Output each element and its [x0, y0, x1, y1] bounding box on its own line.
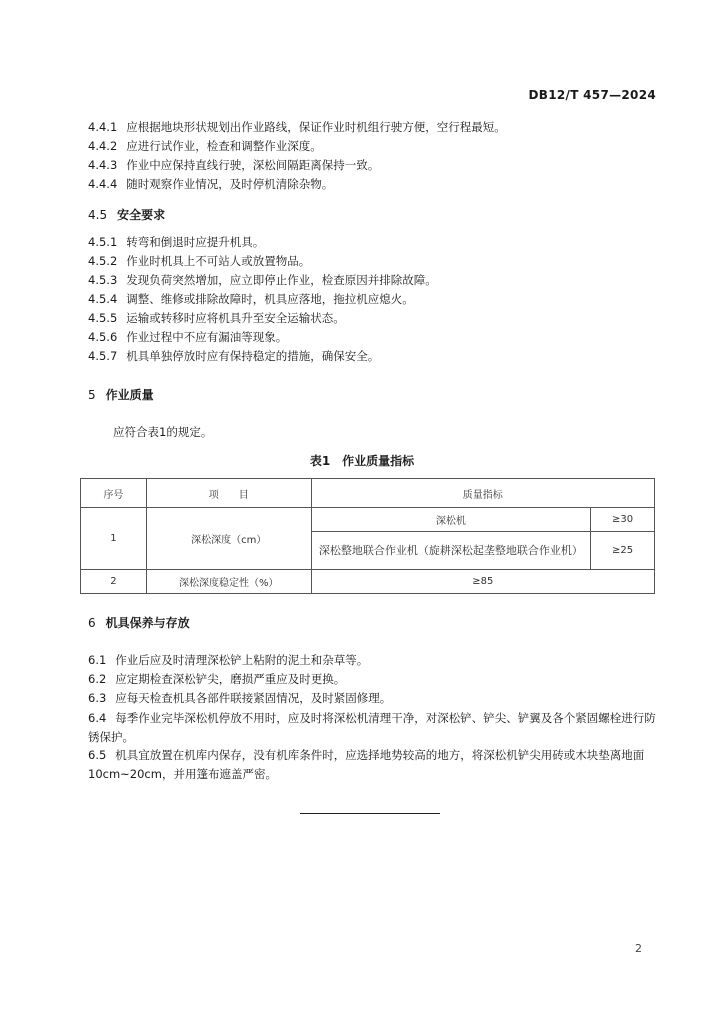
clause-text: 机具宜放置在机库内保存，没有机库条件时，应选择地势较高的地方，将深松机铲尖用砖或木块垫离地面10cm~20cm，并用篷布遮盖严密。: [88, 748, 645, 781]
index-value: ≥25: [591, 532, 655, 570]
index-value: ≥85: [311, 570, 654, 594]
clause-6-2: [88, 671, 345, 687]
clause-4-5-5: [88, 310, 345, 326]
section-title: 机具保养与存放: [105, 616, 190, 630]
clause-6-4: [88, 709, 660, 747]
row-seq: 2: [81, 570, 147, 594]
clause-text: 应定期检查深松铲尖，磨损严重应及时更换。: [115, 672, 346, 686]
header-seq: 序号: [81, 479, 147, 508]
clause-number: 6.3: [88, 691, 107, 705]
section-number: 4.5: [88, 208, 108, 222]
clause-number: 6.4: [88, 711, 107, 725]
clause-number: 4.5.1: [88, 235, 118, 249]
clause-text: 作业时机具上不可站人或放置物品。: [126, 254, 311, 268]
clause-number: 6.5: [88, 748, 107, 762]
standard-code: DB12/T 457—2024: [528, 88, 656, 102]
clause-4-5-7: [88, 348, 379, 364]
row-seq: 1: [81, 508, 147, 570]
clause-4-5-4: [88, 291, 414, 307]
section-title: 安全要求: [117, 208, 166, 222]
clause-number: 6.1: [88, 653, 107, 667]
clause-text: 应每天检查机具各部件联接紧固情况，及时紧固修理。: [115, 691, 392, 705]
row-item: 深松深度稳定性（%）: [146, 570, 311, 594]
clause-4-4-4: [88, 176, 333, 192]
clause-text: 应根据地块形状规划出作业路线，保证作业时机组行驶方便，空行程最短。: [126, 120, 506, 134]
section-number: 6: [88, 616, 96, 630]
clause-4-5-6: [88, 329, 287, 345]
end-divider: [300, 813, 440, 814]
clause-text: 运输或转移时应将机具升至安全运输状态。: [126, 311, 345, 325]
clause-text: 应进行试作业，检查和调整作业深度。: [126, 139, 322, 153]
machine-type: 深松机: [311, 508, 590, 532]
table-row: [81, 570, 655, 594]
section-number: 5: [88, 388, 96, 402]
clause-number: 4.4.3: [88, 158, 118, 172]
machine-type: 深松整地联合作业机（旋耕深松起垄整地联合作业机）: [311, 532, 590, 570]
section-heading-4-5: [88, 206, 165, 223]
quality-index-table: [80, 478, 655, 594]
clause-4-5-2: [88, 253, 310, 269]
clause-text: 每季作业完毕深松机停放不用时，应及时将深松机清理干净，对深松铲、铲尖、铲翼及各个紧固螺栓进行防锈保护。: [88, 711, 656, 744]
clause-number: 4.5.3: [88, 273, 118, 287]
clause-number: 4.5.7: [88, 349, 118, 363]
clause-text: 机具单独停放时应有保持稳定的措施，确保安全。: [126, 349, 380, 363]
clause-text: 转弯和倒退时应提升机具。: [126, 235, 265, 249]
clause-number: 4.5.5: [88, 311, 118, 325]
clause-number: 6.2: [88, 672, 107, 686]
clause-4-4-1: [88, 119, 506, 135]
section-title: 作业质量: [105, 388, 154, 402]
clause-6-3: [88, 690, 391, 706]
clause-number: 4.4.1: [88, 120, 118, 134]
clause-number: 4.4.4: [88, 177, 118, 191]
clause-4-4-2: [88, 138, 322, 154]
table-row: [81, 508, 655, 532]
clause-6-1: [88, 652, 368, 668]
clause-text: 作业过程中不应有漏油等现象。: [126, 330, 288, 344]
section-heading-5: [88, 386, 154, 403]
clause-number: 4.5.2: [88, 254, 118, 268]
clause-text: 作业后应及时清理深松铲上粘附的泥土和杂草等。: [115, 653, 369, 667]
section-5-body: 应符合表1的规定。: [113, 425, 213, 439]
clause-number: 4.5.4: [88, 292, 118, 306]
clause-text: 调整、维修或排除故障时，机具应落地，拖拉机应熄火。: [126, 292, 414, 306]
header-item: 项 目: [146, 479, 311, 508]
clause-6-5: [88, 746, 660, 784]
table-header-row: [81, 479, 655, 508]
clause-text: 随时观察作业情况，及时停机清除杂物。: [126, 177, 334, 191]
clause-text: 作业中应保持直线行驶，深松间隔距离保持一致。: [126, 158, 380, 172]
clause-number: 4.5.6: [88, 330, 118, 344]
section-heading-6: [88, 614, 190, 631]
clause-4-4-3: [88, 157, 379, 173]
clause-number: 4.4.2: [88, 139, 118, 153]
index-value: ≥30: [591, 508, 655, 532]
clause-4-5-1: [88, 234, 264, 250]
header-index: 质量指标: [311, 479, 654, 508]
page-number: 2: [635, 942, 642, 955]
clause-text: 发现负荷突然增加，应立即停止作业，检查原因并排除故障。: [126, 273, 437, 287]
table-title: 表1 作业质量指标: [309, 454, 415, 468]
clause-4-5-3: [88, 272, 437, 288]
row-item: 深松深度（cm）: [146, 508, 311, 570]
